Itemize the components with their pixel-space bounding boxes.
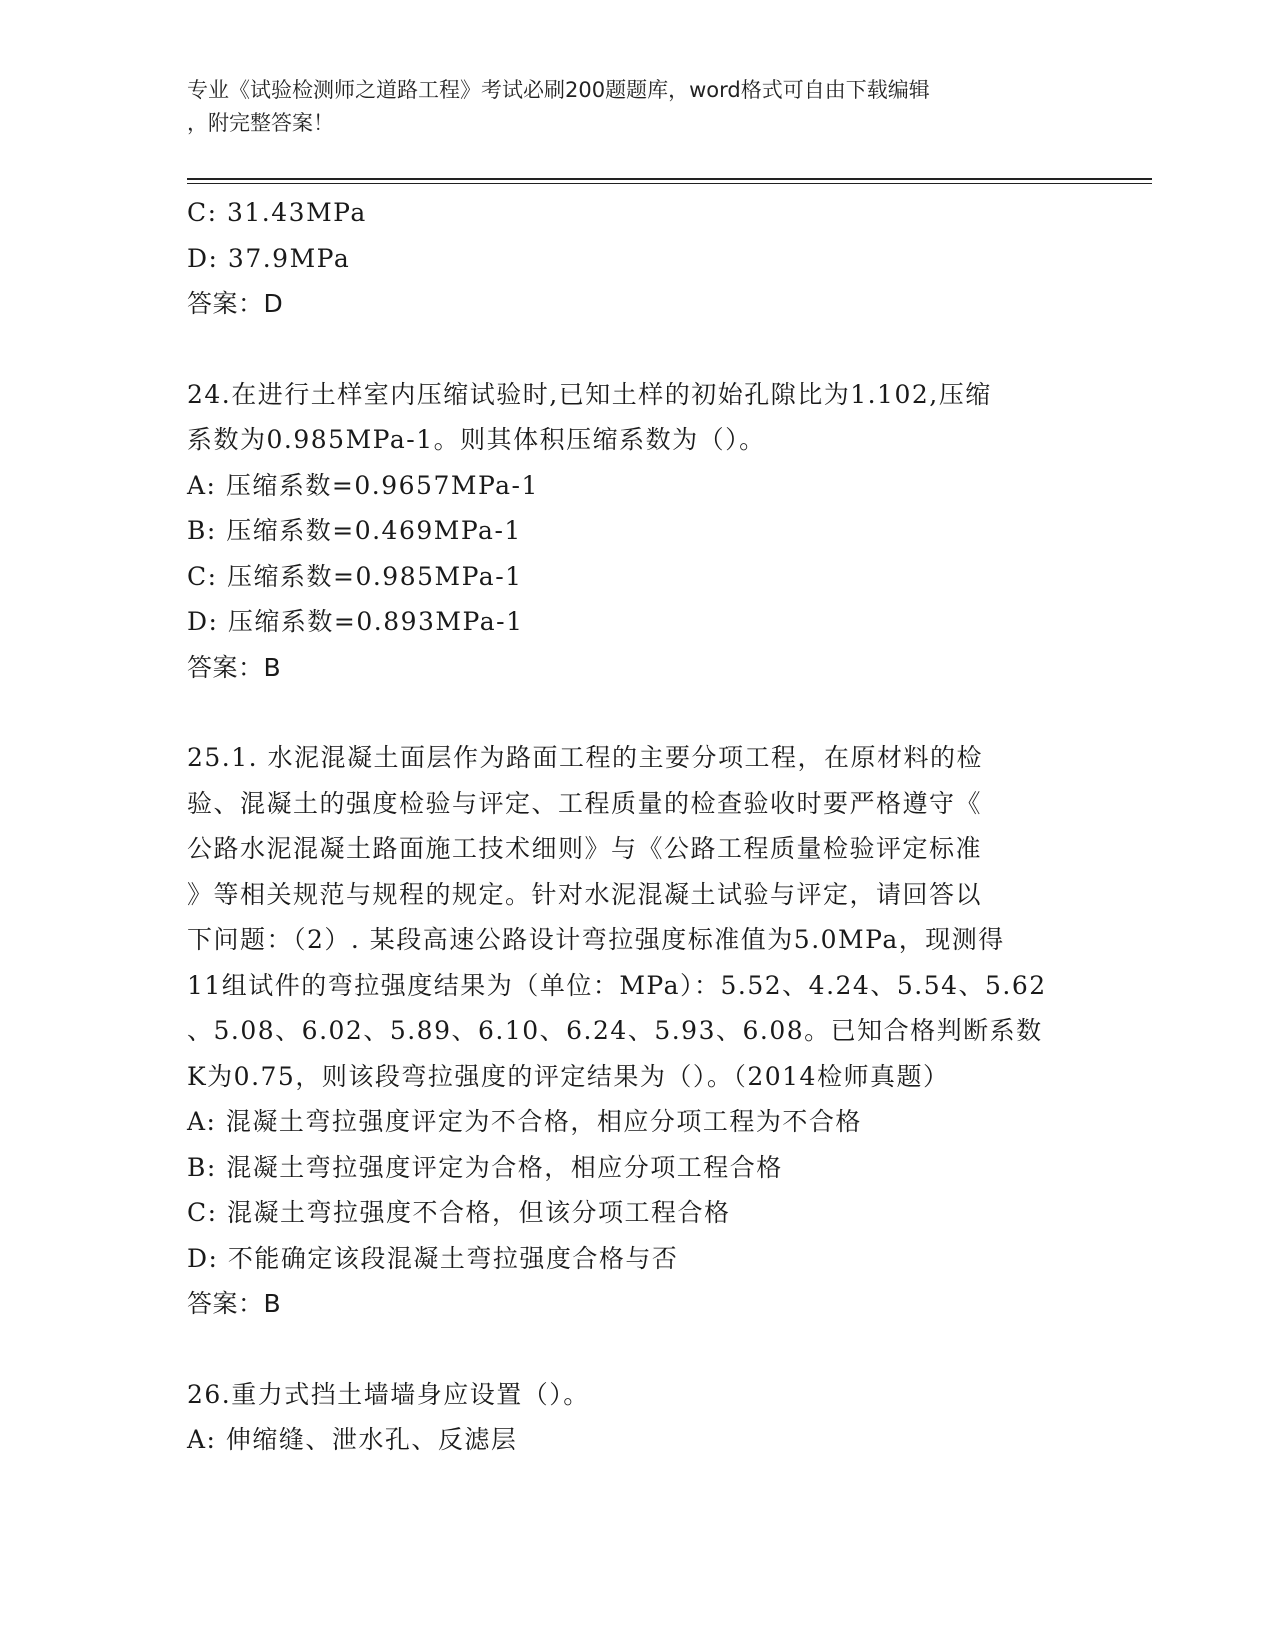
spacer (187, 1327, 1087, 1372)
question-text-line: 验、混凝土的强度检验与评定、工程质量的检查验收时要严格遵守《 (187, 788, 983, 818)
question-26 (187, 1372, 1087, 1463)
question-24 (187, 372, 1087, 691)
option-a: A: 伸缩缝、泄水孔、反滤层 (187, 1425, 518, 1454)
question-content (187, 190, 1087, 1463)
option-d: D: 37.9MPa (187, 243, 351, 273)
header-rule-thick (187, 178, 1152, 180)
option-d: D: 压缩系数=0.893MPa-1 (187, 607, 524, 636)
option-a: A: 混凝土弯拉强度评定为不合格，相应分项工程为不合格 (187, 1107, 862, 1136)
question-text-line: K为0.75，则该段弯拉强度的评定结果为（）。（2014检师真题） (187, 1061, 950, 1091)
question-text-line: 24.在进行土样室内压缩试验时,已知土样的初始孔隙比为1.102,压缩 (187, 379, 992, 409)
option-c: C: 压缩系数=0.985MPa-1 (187, 561, 523, 591)
question-text-line: 》等相关规范与规程的规定。针对水泥混凝土试验与评定，请回答以 (187, 879, 983, 909)
question-text-line: 公路水泥混凝土路面施工技术细则》与《公路工程质量检验评定标准 (187, 834, 983, 863)
spacer (187, 690, 1087, 735)
header-rule-thin (187, 183, 1152, 184)
header-line-2: ，附完整答案！ (187, 111, 334, 135)
header-line-1: 专业《试验检测师之道路工程》考试必刷200题题库，word格式可自由下载编辑 (187, 78, 930, 102)
question-text-line: 系数为0.985MPa-1。则其体积压缩系数为（）。 (187, 425, 766, 454)
document-header (187, 74, 1087, 140)
answer-line: 答案：B (187, 652, 282, 682)
option-b: B: 压缩系数=0.469MPa-1 (187, 516, 522, 545)
question-text-line: 11组试件的弯拉强度结果为（单位：MPa）：5.52、4.24、5.54、5.62 (187, 970, 1047, 1000)
answer-line: 答案：D (187, 289, 284, 318)
question-25 (187, 735, 1087, 1327)
question-text-line: 、5.08、6.02、5.89、6.10、6.24、5.93、6.08。已知合格判断系数 (187, 1016, 1043, 1045)
option-c: C: 混凝土弯拉强度不合格，但该分项工程合格 (187, 1198, 731, 1227)
question-text-line: 26.重力式挡土墙墙身应设置（）。 (187, 1379, 590, 1409)
option-b: B: 混凝土弯拉强度评定为合格，相应分项工程合格 (187, 1152, 783, 1182)
option-c: C: 31.43MPa (187, 198, 367, 227)
option-d: D: 不能确定该段混凝土弯拉强度合格与否 (187, 1243, 679, 1273)
question-text-line: 下问题：（2）. 某段高速公路设计弯拉强度标准值为5.0MPa，现测得 (187, 925, 1005, 954)
answer-line: 答案：B (187, 1289, 282, 1318)
question-23-tail (187, 190, 1087, 327)
option-a: A: 压缩系数=0.9657MPa-1 (187, 470, 539, 500)
question-text-line: 25.1. 水泥混凝土面层作为路面工程的主要分项工程，在原材料的检 (187, 743, 984, 772)
spacer (187, 327, 1087, 372)
